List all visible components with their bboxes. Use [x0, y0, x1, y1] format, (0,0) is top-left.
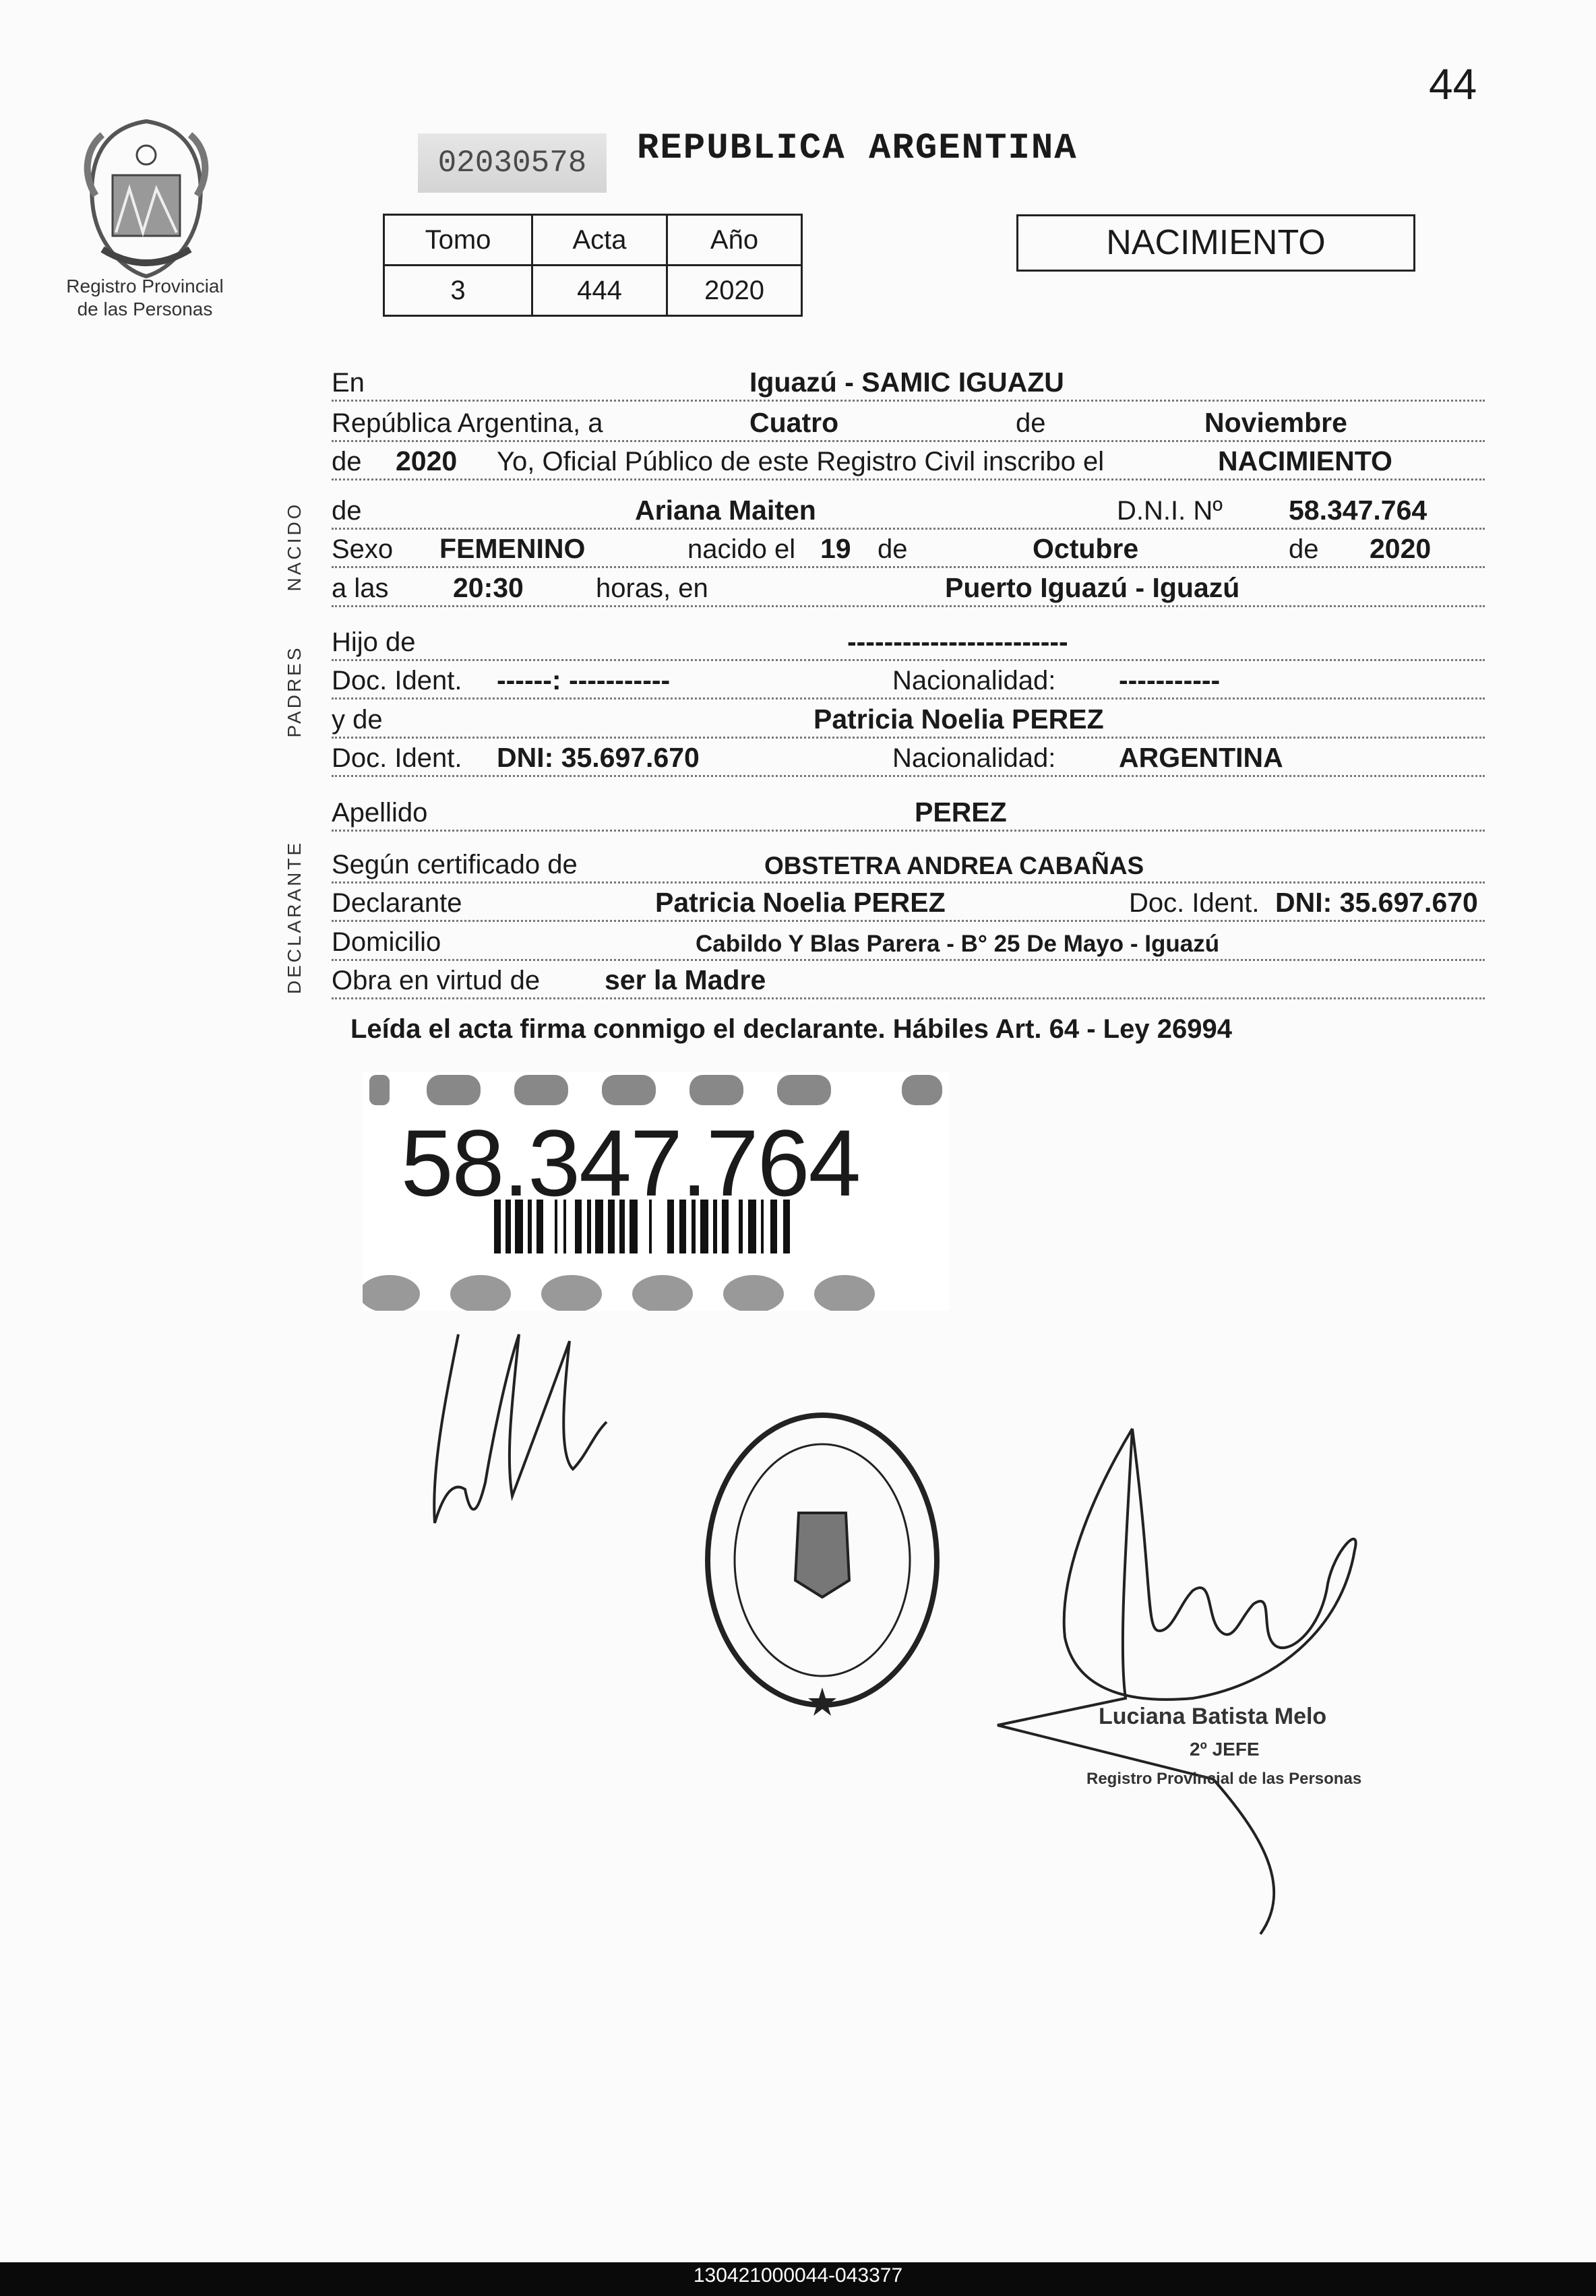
doc-ident-label: Doc. Ident.: [332, 666, 462, 695]
en-value: Iguazú - SAMIC IGUAZU: [749, 367, 1064, 398]
page-title: REPUBLICA ARGENTINA: [637, 128, 1078, 169]
de-label: de: [332, 447, 362, 476]
dni-label: D.N.I. Nº: [1117, 496, 1223, 526]
birth-time: 20:30: [453, 572, 524, 603]
record-type-box: NACIMIENTO: [1016, 214, 1415, 272]
mother-nationality: ARGENTINA: [1119, 742, 1283, 773]
en-label: En: [332, 368, 365, 398]
birth-day: 19: [820, 533, 851, 564]
dni-value: 58.347.764: [1289, 495, 1428, 526]
anio-header: Año: [667, 215, 802, 266]
closing-statement: Leída el acta firma conmigo el declarante. Hábiles Art. 64 - Ley 26994: [350, 1014, 1232, 1044]
birth-year: 2020: [1370, 533, 1432, 564]
declarante-doc: DNI: 35.697.670: [1275, 887, 1478, 918]
mother-doc: DNI: 35.697.670: [497, 742, 700, 773]
registry-label: [40, 275, 249, 321]
sexo-value: FEMENINO: [439, 533, 586, 564]
de-label: de: [332, 496, 362, 526]
certificado-label: Según certificado de: [332, 850, 578, 879]
line-fecha: [332, 404, 1485, 442]
footer-code: 130421000044-043377: [693, 2264, 903, 2287]
father-value: ------------------------: [847, 626, 1068, 657]
line-madre: [332, 701, 1485, 739]
sexo-label: Sexo: [332, 534, 394, 564]
line-madre-doc: [332, 739, 1485, 777]
day-value: Cuatro: [749, 407, 839, 438]
registry-stamp: [694, 1402, 950, 1718]
certificado-value: OBSTETRA ANDREA CABAÑAS: [764, 852, 1144, 879]
domicilio-value: Cabildo Y Blas Parera - B° 25 De Mayo - Iguazú: [696, 931, 1220, 957]
official-org: Registro Provincial de las Personas: [1086, 1770, 1362, 1788]
republica-label: República Argentina, a: [332, 408, 603, 438]
table-row: [384, 215, 802, 266]
declarante-value: Patricia Noelia PEREZ: [655, 887, 946, 918]
obra-value: ser la Madre: [605, 964, 766, 995]
nacido-el-label: nacido el: [687, 534, 796, 564]
line-apellido: [332, 794, 1485, 832]
month-value: Noviembre: [1204, 407, 1347, 438]
a-las-label: a las: [332, 573, 389, 603]
apellido-label: Apellido: [332, 798, 428, 828]
line-sexo: [332, 530, 1485, 568]
line-en: [332, 364, 1485, 402]
de-label: de: [878, 534, 908, 564]
birth-month: Octubre: [1033, 533, 1139, 564]
tomo-header: Tomo: [384, 215, 532, 266]
official-name: Luciana Batista Melo: [1099, 1704, 1327, 1729]
line-domicilio: [332, 923, 1485, 961]
de-label: de: [1289, 534, 1319, 564]
nacionalidad-label: Nacionalidad:: [892, 743, 1056, 773]
record-meta-table: [383, 214, 803, 317]
sticker-number: 58.347.764: [400, 1110, 860, 1216]
serial-number-stamp: 02030578: [418, 133, 607, 193]
yo-text: Yo, Oficial Público de este Registro Civil inscribo el: [497, 447, 1105, 476]
y-de-label: y de: [332, 705, 383, 735]
line-padre-doc: [332, 662, 1485, 700]
table-row: [384, 266, 802, 316]
line-declarante: [332, 884, 1485, 922]
line-certificado: [332, 846, 1485, 883]
line-name: [332, 492, 1485, 530]
registry-label-line-2: de las Personas: [77, 299, 213, 319]
tomo-value: 3: [384, 266, 532, 316]
nacionalidad-label: Nacionalidad:: [892, 666, 1056, 695]
obra-label: Obra en virtud de: [332, 966, 541, 995]
acta-value: 444: [532, 266, 667, 316]
official-role: 2º JEFE: [1190, 1739, 1260, 1760]
page-number: 44: [1429, 60, 1477, 108]
mother-value: Patricia Noelia PEREZ: [814, 704, 1104, 735]
side-label-padres: PADRES: [284, 645, 305, 738]
doc-ident-label: Doc. Ident.: [1129, 888, 1260, 918]
side-label-nacido: NACIDO: [284, 501, 305, 592]
line-year: [332, 443, 1485, 480]
father-doc: ------: -----------: [497, 664, 671, 695]
record-value: NACIMIENTO: [1218, 445, 1392, 476]
anio-value: 2020: [667, 266, 802, 316]
side-label-declarante: DECLARANTE: [284, 840, 305, 995]
horas-en-label: horas, en: [596, 573, 708, 603]
father-nationality: -----------: [1119, 664, 1221, 695]
year-value: 2020: [396, 445, 458, 476]
child-name: Ariana Maiten: [635, 495, 816, 526]
acta-header: Acta: [532, 215, 667, 266]
line-padre: [332, 623, 1485, 661]
domicilio-label: Domicilio: [332, 927, 441, 957]
apellido-value: PEREZ: [915, 797, 1007, 828]
line-hora: [332, 569, 1485, 607]
birth-place: Puerto Iguazú - Iguazú: [945, 572, 1240, 603]
declarante-label: Declarante: [332, 888, 462, 918]
doc-ident-label: Doc. Ident.: [332, 743, 462, 773]
de-label: de: [1016, 408, 1046, 438]
official-signature: [991, 1415, 1388, 1941]
declarant-signature: [404, 1321, 647, 1577]
registry-label-line-1: Registro Provincial: [66, 276, 224, 297]
line-obra: [332, 962, 1485, 999]
hijo-de-label: Hijo de: [332, 627, 416, 657]
province-seal-icon: [75, 115, 217, 283]
